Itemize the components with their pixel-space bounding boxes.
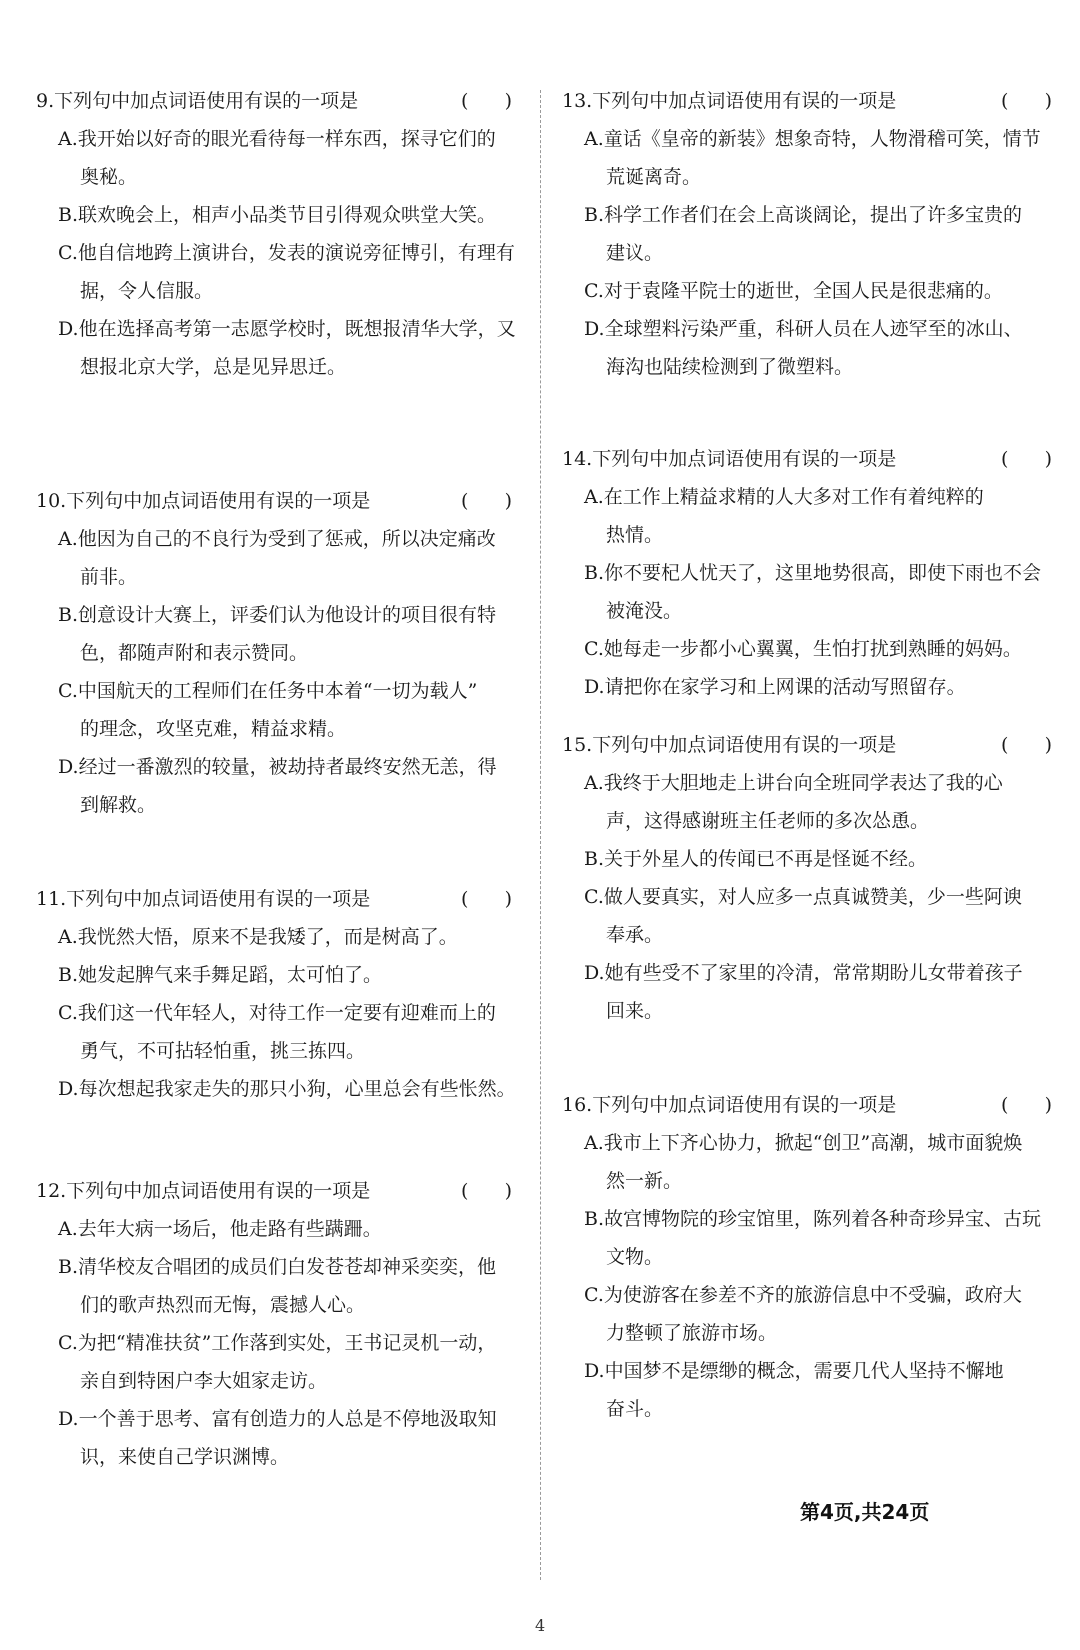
option-a[interactable] [562,120,1058,196]
option-text-continued: 识，来使自己学识渊博。 [80,1446,290,1468]
question-stem [562,82,896,120]
option-text: 我们这一代年轻人，对待工作一定要有迎难而上的 [77,1002,496,1024]
option-text: 你不要杞人忧天了，这里地势很高，即使下雨也不会 [604,562,1042,584]
option-text: 关于外星人的传闻已不再是怪诞不经。 [604,848,928,870]
option-text: 每次想起我家走失的那只小狗，心里总会有些怅然。 [78,1078,516,1100]
option-b[interactable] [36,956,518,994]
question-header [562,726,1058,764]
option-letter: A. [584,1132,604,1154]
question-number: 10. [36,490,67,512]
question-stem [36,82,358,120]
option-a[interactable] [36,918,518,956]
option-text: 在工作上精益求精的人大多对工作有着纯粹的 [603,486,984,508]
option-letter: C. [58,680,78,702]
question-header [562,440,1058,478]
answer-bracket[interactable]: ( ) [460,888,512,910]
option-letter: D. [58,756,79,778]
option-a[interactable] [562,764,1058,840]
option-text: 去年大病一场后，他走路有些蹒跚。 [77,1218,382,1240]
question-header [36,880,518,918]
option-letter: B. [584,848,605,870]
question-number: 13. [562,90,593,112]
option-d[interactable] [36,1070,518,1108]
option-text-continued: 据，令人信服。 [80,280,214,302]
question-stem [36,482,370,520]
option-c[interactable] [562,878,1058,954]
question-stem [562,726,896,764]
option-letter: D. [584,676,605,698]
question-prompt: 下列句中加点词语使用有误的一项是 [66,888,371,910]
option-c[interactable] [562,630,1058,668]
option-text: 我市上下齐心协力，掀起“创卫”高潮，城市面貌焕 [603,1132,1023,1154]
question-header [562,1086,1058,1124]
option-text: 全球塑料污染严重，科研人员在人迹罕至的冰山、 [604,318,1023,340]
option-text: 请把你在家学习和上网课的活动写照留存。 [604,676,966,698]
option-letter: B. [58,604,79,626]
option-text: 他在选择高考第一志愿学校时，既想报清华大学，又 [78,318,516,340]
option-a[interactable] [562,478,1058,554]
option-letter: D. [584,318,605,340]
option-text: 他自信地跨上演讲台，发表的演说旁征博引，有理有 [77,242,515,264]
option-letter: D. [58,1078,79,1100]
question-stem [562,440,896,478]
option-text-continued: 到解救。 [80,794,157,816]
option-text-continued: 奋斗。 [606,1398,664,1420]
option-c[interactable] [36,1324,518,1400]
option-letter: C. [58,1002,78,1024]
option-letter: A. [584,128,604,150]
page-number: 4 [535,1616,546,1635]
option-letter: C. [584,638,604,660]
page-count-label: 第4页,共24页 [800,1500,930,1524]
question-number: 16. [562,1094,593,1116]
option-text: 我终于大胆地走上讲台向全班同学表达了我的心 [603,772,1003,794]
option-letter: B. [58,204,79,226]
question-13 [540,82,1080,386]
option-text-continued: 勇气，不可拈轻怕重，挑三拣四。 [80,1040,366,1062]
option-text-continued: 然一新。 [606,1170,683,1192]
option-text-continued: 被淹没。 [606,600,683,622]
question-header [36,1172,518,1210]
option-text-continued: 前非。 [80,566,138,588]
option-text: 童话《皇帝的新装》想象奇特，人物滑稽可笑，情节 [603,128,1041,150]
option-letter: A. [584,772,604,794]
option-text-continued: 奉承。 [606,924,664,946]
option-letter: C. [58,1332,78,1354]
option-d[interactable] [36,1400,518,1476]
question-prompt: 下列句中加点词语使用有误的一项是 [592,448,897,470]
option-c[interactable] [562,272,1058,310]
option-letter: B. [584,204,605,226]
answer-bracket[interactable]: ( ) [460,490,512,512]
option-text: 我恍然大悟，原来不是我矮了，而是树高了。 [77,926,458,948]
option-d[interactable] [562,1352,1058,1428]
option-b[interactable] [36,596,518,672]
question-number: 14. [562,448,593,470]
option-text: 她发起脾气来手舞足蹈，太可怕了。 [78,964,383,986]
option-letter: C. [584,1284,604,1306]
option-d[interactable] [36,748,518,824]
option-b[interactable] [36,196,518,234]
answer-bracket[interactable]: ( ) [1000,448,1052,470]
option-a[interactable] [562,1124,1058,1200]
question-prompt: 下列句中加点词语使用有误的一项是 [592,1094,897,1116]
question-prompt: 下列句中加点词语使用有误的一项是 [592,90,897,112]
answer-bracket[interactable]: ( ) [1000,90,1052,112]
option-text-continued: 奥秘。 [80,166,138,188]
option-text: 一个善于思考、富有创造力的人总是不停地汲取知 [78,1408,497,1430]
option-d[interactable] [562,310,1058,386]
option-text: 清华校友合唱团的成员们白发苍苍却神采奕奕，他 [78,1256,497,1278]
option-b[interactable] [36,1248,518,1324]
option-d[interactable] [36,310,518,386]
option-text: 中国梦不是缥缈的概念，需要几代人坚持不懈地 [604,1360,1004,1382]
option-text: 我开始以好奇的眼光看待每一样东西，探寻它们的 [77,128,496,150]
question-12 [0,1172,540,1476]
question-header [562,82,1058,120]
option-text: 故宫博物院的珍宝馆里，陈列着各种奇珍异宝、古玩 [604,1208,1042,1230]
option-b[interactable] [562,196,1058,272]
question-14 [540,440,1080,706]
option-text: 他因为自己的不良行为受到了惩戒，所以决定痛改 [77,528,496,550]
option-a[interactable] [36,520,518,596]
option-text: 联欢晚会上，相声小品类节目引得观众哄堂大笑。 [78,204,497,226]
question-number: 15. [562,734,593,756]
option-text: 她有些受不了家里的冷清，常常期盼儿女带着孩子 [604,962,1023,984]
option-text-continued: 声，这得感谢班主任老师的多次怂恿。 [606,810,930,832]
question-15 [540,726,1080,1030]
option-letter: D. [58,318,79,340]
option-text: 中国航天的工程师们在任务中本着“一切为载人” [77,680,478,702]
option-text: 为把“精准扶贫”工作落到实处，王书记灵机一动， [77,1332,497,1354]
option-letter: A. [58,1218,78,1240]
option-text-continued: 海沟也陆续检测到了微塑料。 [606,356,854,378]
option-text: 做人要真实，对人应多一点真诚赞美，少一些阿谀 [603,886,1022,908]
option-letter: B. [58,964,79,986]
option-letter: B. [58,1256,79,1278]
question-9 [0,82,540,386]
option-c[interactable] [562,1276,1058,1352]
option-a[interactable] [36,1210,518,1248]
option-b[interactable] [562,554,1058,630]
question-prompt: 下列句中加点词语使用有误的一项是 [66,490,371,512]
option-text: 科学工作者们在会上高谈阔论，提出了许多宝贵的 [604,204,1023,226]
option-text-continued: 热情。 [606,524,664,546]
option-letter: D. [58,1408,79,1430]
option-text-continued: 色，都随声附和表示赞同。 [80,642,309,664]
option-c[interactable] [36,234,518,310]
option-text-continued: 回来。 [606,1000,664,1022]
question-prompt: 下列句中加点词语使用有误的一项是 [54,90,359,112]
option-letter: C. [58,242,78,264]
question-number: 12. [36,1180,67,1202]
question-stem [36,880,370,918]
option-text-continued: 文物。 [606,1246,664,1268]
option-text-continued: 想报北京大学，总是见异思迁。 [80,356,347,378]
answer-bracket[interactable]: ( ) [1000,1094,1052,1116]
question-prompt: 下列句中加点词语使用有误的一项是 [592,734,897,756]
option-text: 为使游客在参差不齐的旅游信息中不受骗，政府大 [603,1284,1022,1306]
option-b[interactable] [562,840,1058,878]
option-letter: B. [584,1208,605,1230]
right-column [540,0,1080,1650]
question-number: 9. [36,90,55,112]
option-b[interactable] [562,1200,1058,1276]
option-d[interactable] [562,954,1058,1030]
option-text: 经过一番激烈的较量，被劫持者最终安然无恙，得 [78,756,497,778]
option-letter: D. [584,962,605,984]
question-stem [562,1086,896,1124]
question-prompt: 下列句中加点词语使用有误的一项是 [66,1180,371,1202]
option-letter: A. [58,528,78,550]
question-16 [540,1086,1080,1428]
option-letter: B. [584,562,605,584]
option-letter: A. [58,128,78,150]
option-text-continued: 建议。 [606,242,664,264]
option-letter: D. [584,1360,605,1382]
answer-bracket[interactable]: ( ) [460,1180,512,1202]
option-d[interactable] [562,668,1058,706]
option-text-continued: 荒诞离奇。 [606,166,702,188]
answer-bracket[interactable]: ( ) [460,90,512,112]
option-text-continued: 亲自到特困户李大姐家走访。 [80,1370,328,1392]
question-number: 11. [36,888,67,910]
option-text: 她每走一步都小心翼翼，生怕打扰到熟睡的妈妈。 [603,638,1022,660]
option-letter: A. [58,926,78,948]
option-letter: C. [584,886,604,908]
question-header [36,82,518,120]
option-a[interactable] [36,120,518,196]
option-c[interactable] [36,994,518,1070]
question-11 [0,880,540,1108]
question-header [36,482,518,520]
option-text-continued: 力整顿了旅游市场。 [606,1322,778,1344]
option-text-continued: 们的歌声热烈而无悔，震撼人心。 [80,1294,366,1316]
answer-bracket[interactable]: ( ) [1000,734,1052,756]
question-stem [36,1172,370,1210]
option-text: 对于袁隆平院士的逝世，全国人民是很悲痛的。 [603,280,1003,302]
option-letter: C. [584,280,604,302]
option-letter: A. [584,486,604,508]
option-c[interactable] [36,672,518,748]
option-text: 创意设计大赛上，评委们认为他设计的项目很有特 [78,604,497,626]
option-text-continued: 的理念，攻坚克难，精益求精。 [80,718,347,740]
question-10 [0,482,540,824]
